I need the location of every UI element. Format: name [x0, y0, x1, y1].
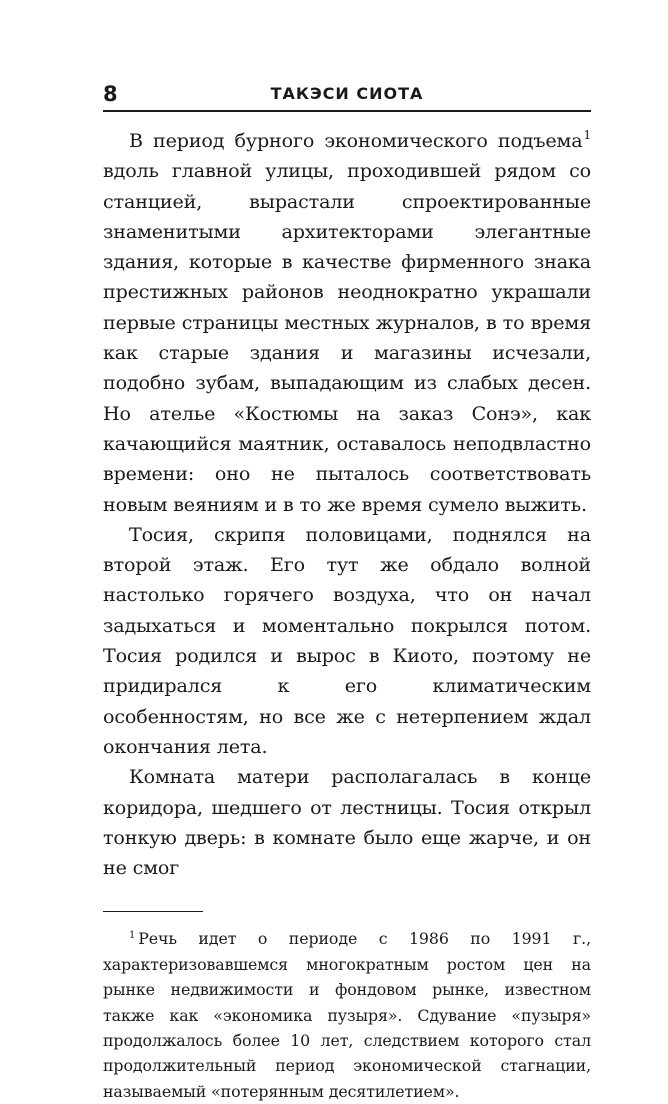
footnote-text: Речь идет о периоде с 1986 по 1991 г., характеризовавшемся многократным ростом цен на рынке недвижимости и фондовом рынке, известном также как «экономика пузыря». Сдувание «пузыря» продолжалось более 10 лет, следствием которого стал продолжительный период экономической стагнации, называемый «потерянным десятилетием». — [103, 929, 591, 1101]
page-number: 8 — [103, 82, 118, 106]
paragraph-2: Тосия, скрипя половицами, поднялся на второй этаж. Его тут же обдало волной настолько горячего воздуха, что он начал задыхаться и моментально покрылся потом. Тосия родился и вырос в Киото, поэтому не придирался к его климатическим особенностям, но все же с нетерпением ждал окончания лета. — [103, 522, 591, 758]
running-title: ТАКЭСИ СИОТА — [270, 84, 424, 103]
paragraph-1 — [103, 126, 591, 520]
book-page — [103, 80, 591, 1104]
running-header — [103, 80, 591, 106]
paragraph-3: Комната матери располагалась в конце коридора, шедшего от лестницы. Тосия открыл тонкую дверь: в комнате было еще жарче, и он не смог — [103, 765, 591, 880]
footnote-reference: 1 — [583, 128, 591, 142]
header-rule — [103, 110, 591, 112]
paragraph-1-lead: В период бурного экономического подъема — [129, 129, 583, 152]
footnote-marker: 1 — [129, 930, 136, 942]
paragraph-1-rest: вдоль главной улицы, проходившей рядом со станцией, вырастали спроектированные знаменитыми архитекторами элегантные здания, которые в качестве фирменного знака престижных районов неоднократно украшали первые страницы местных журналов, в то время как старые здания и магазины исчезали, подобно зубам, выпадающим из слабых десен. Но ателье «Костюмы на заказ Сонэ», как качающийся маятник, оставалось неподвластно времени: оно не пыталось соответствовать новым веяниям и в то же время сумело выжить. — [103, 159, 591, 516]
body-text — [103, 126, 591, 883]
footnote — [103, 926, 591, 1104]
footnote-rule — [103, 911, 203, 912]
